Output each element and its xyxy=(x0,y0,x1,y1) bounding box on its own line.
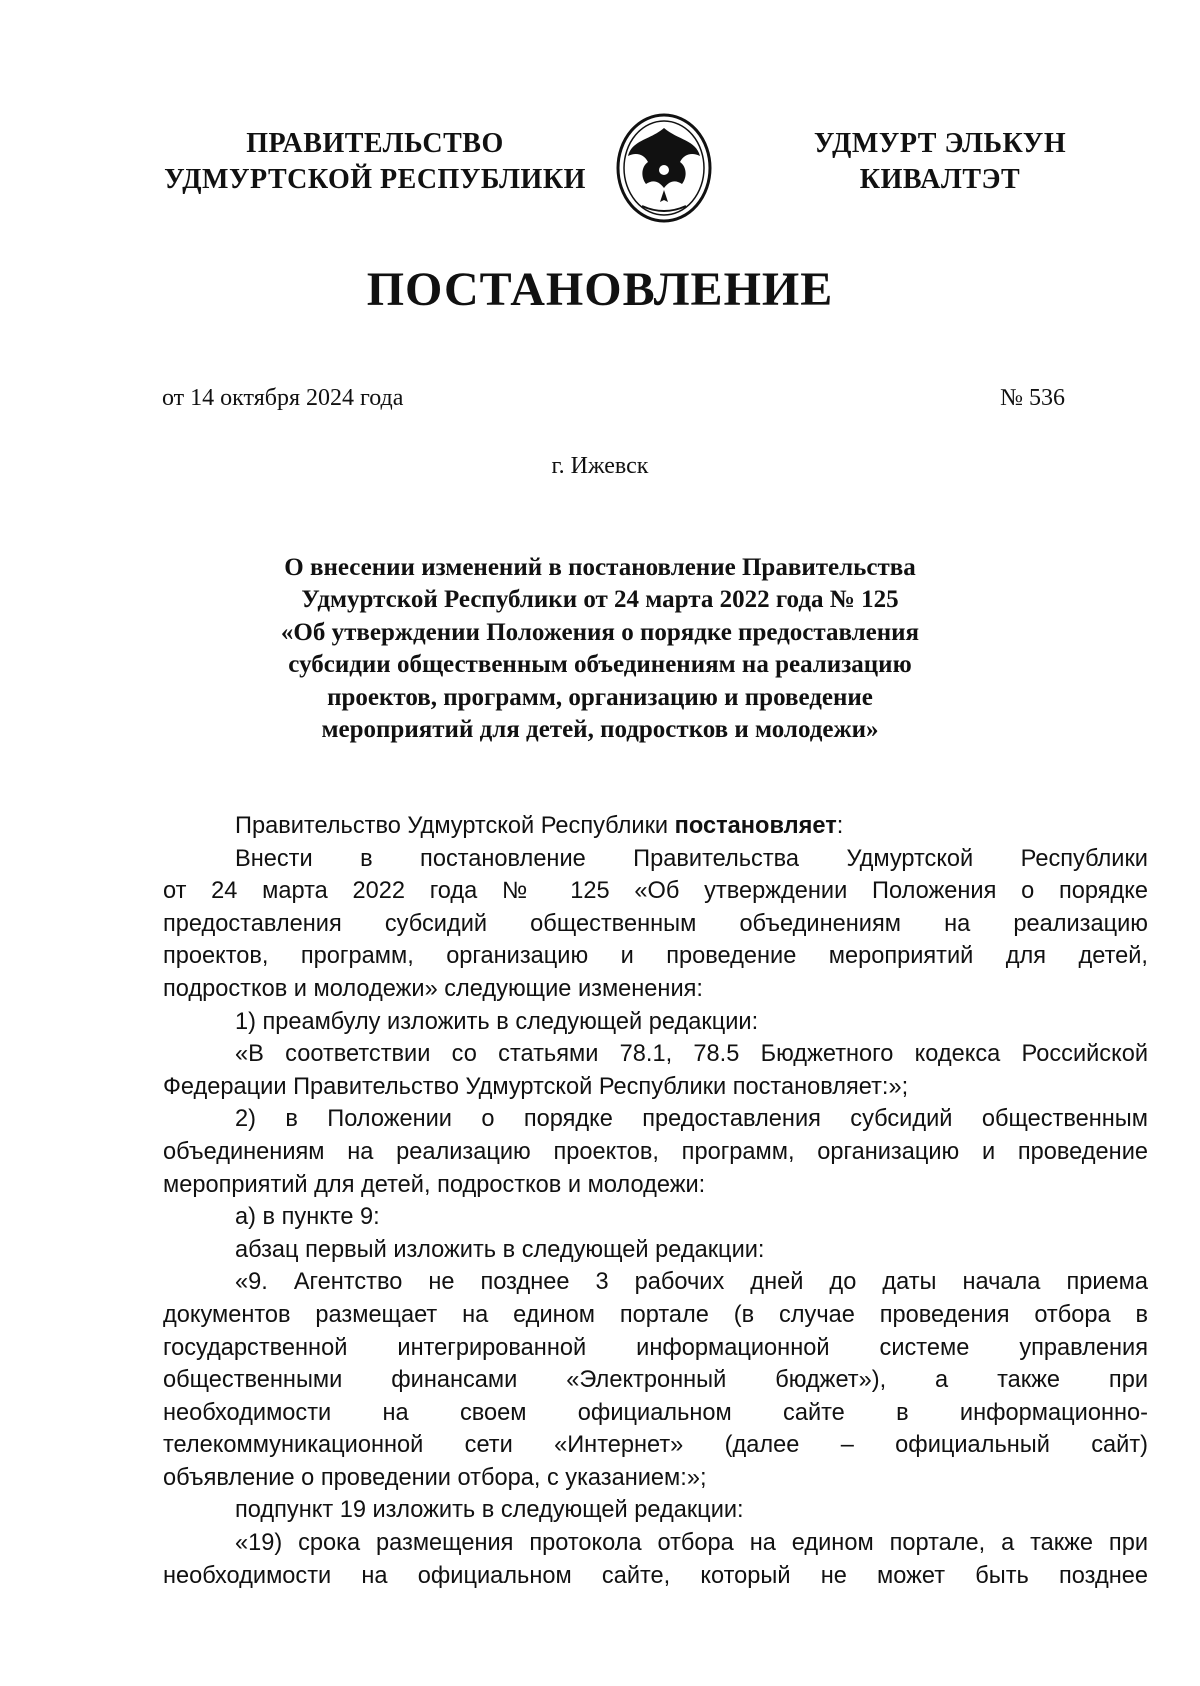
body-line: подпункт 19 изложить в следующей редакции: xyxy=(235,1497,744,1524)
body-line: документов размещает на едином портале (в случае проведения отбора в xyxy=(163,1301,1148,1328)
subject-line: О внесении изменений в постановление Правительства xyxy=(284,554,916,581)
document-number: № 536 xyxy=(1000,385,1065,411)
body-line: проектов, программ, организацию и проведение мероприятий для детей, xyxy=(163,943,1148,970)
body-line: подростков и молодежи» следующие изменения: xyxy=(163,975,703,1002)
body-line: «В соответствии со статьями 78.1, 78.5 Бюджетного кодекса Российской xyxy=(235,1041,1148,1068)
document-title: ПОСТАНОВЛЕНИЕ xyxy=(366,263,834,316)
body-line: Федерации Правительство Удмуртской Республики постановляет:»; xyxy=(163,1073,909,1100)
header-left-line-1: ПРАВИТЕЛЬСТВО xyxy=(246,128,504,159)
body-line: объединениям на реализацию проектов, программ, организацию и проведение xyxy=(163,1138,1148,1165)
body-line: 1) преамбулу изложить в следующей редакции: xyxy=(235,1008,759,1035)
body-line: «19) срока размещения протокола отбора на едином портале, а также при xyxy=(235,1530,1148,1557)
subject-line: «Об утверждении Положения о порядке предоставления xyxy=(280,618,920,646)
document-date: от 14 октября 2024 года xyxy=(162,385,404,411)
body-line: предоставления субсидий общественным объединениям на реализацию xyxy=(163,910,1148,937)
header-right-line-2: КИВАЛТЭТ xyxy=(859,164,1021,195)
body-line: 2) в Положении о порядке предоставления субсидий общественным xyxy=(235,1106,1148,1133)
body-line: государственной интегрированной информационной системе управления xyxy=(163,1334,1148,1361)
header-left-line-2: УДМУРТСКОЙ РЕСПУБЛИКИ xyxy=(164,164,586,195)
udmurt-emblem-icon xyxy=(612,110,716,226)
body-line: мероприятий для детей, подростков и молодежи: xyxy=(163,1171,706,1198)
document-subject xyxy=(200,552,1000,746)
intro-colon: : xyxy=(836,813,844,839)
header-right-line-1: УДМУРТ ЭЛЬКУН xyxy=(813,128,1067,159)
subject-line: проектов, программ, организацию и проведение xyxy=(327,683,873,711)
body-line: «9. Агентство не позднее 3 рабочих дней до даты начала приема xyxy=(235,1269,1148,1296)
body-line: необходимости на официальном сайте, который не может быть позднее xyxy=(163,1562,1148,1589)
header-right xyxy=(805,126,1075,198)
header-left xyxy=(155,126,595,198)
intro-paragraph xyxy=(163,810,1148,843)
body-line: телекоммуникационной сети «Интернет» (далее – официальный сайт) xyxy=(163,1432,1148,1459)
body-line: объявление о проведении отбора, с указанием:»; xyxy=(163,1464,707,1491)
intro-bold: постановляет xyxy=(674,813,837,839)
document-body xyxy=(163,810,1148,1592)
body-line: необходимости на своем официальном сайте в информационно- xyxy=(163,1399,1148,1426)
body-line: а) в пункте 9: xyxy=(235,1204,380,1231)
intro-text: Правительство Удмуртской Республики xyxy=(235,813,675,839)
subject-line: мероприятий для детей, подростков и молодежи» xyxy=(321,716,879,744)
body-line: Внести в постановление Правительства Удмуртской Республики xyxy=(235,845,1148,872)
body-line: абзац первый изложить в следующей редакции: xyxy=(235,1236,765,1263)
document-city: г. Ижевск xyxy=(551,453,649,479)
body-line: от 24 марта 2022 года № 125 «Об утверждении Положения о порядке xyxy=(163,878,1148,905)
subject-line: Удмуртской Республики от 24 марта 2022 года № 125 xyxy=(301,586,899,614)
body-line: общественными финансами «Электронный бюджет»), а также при xyxy=(163,1367,1148,1394)
subject-line: субсидии общественным объединениям на реализацию xyxy=(288,651,912,679)
